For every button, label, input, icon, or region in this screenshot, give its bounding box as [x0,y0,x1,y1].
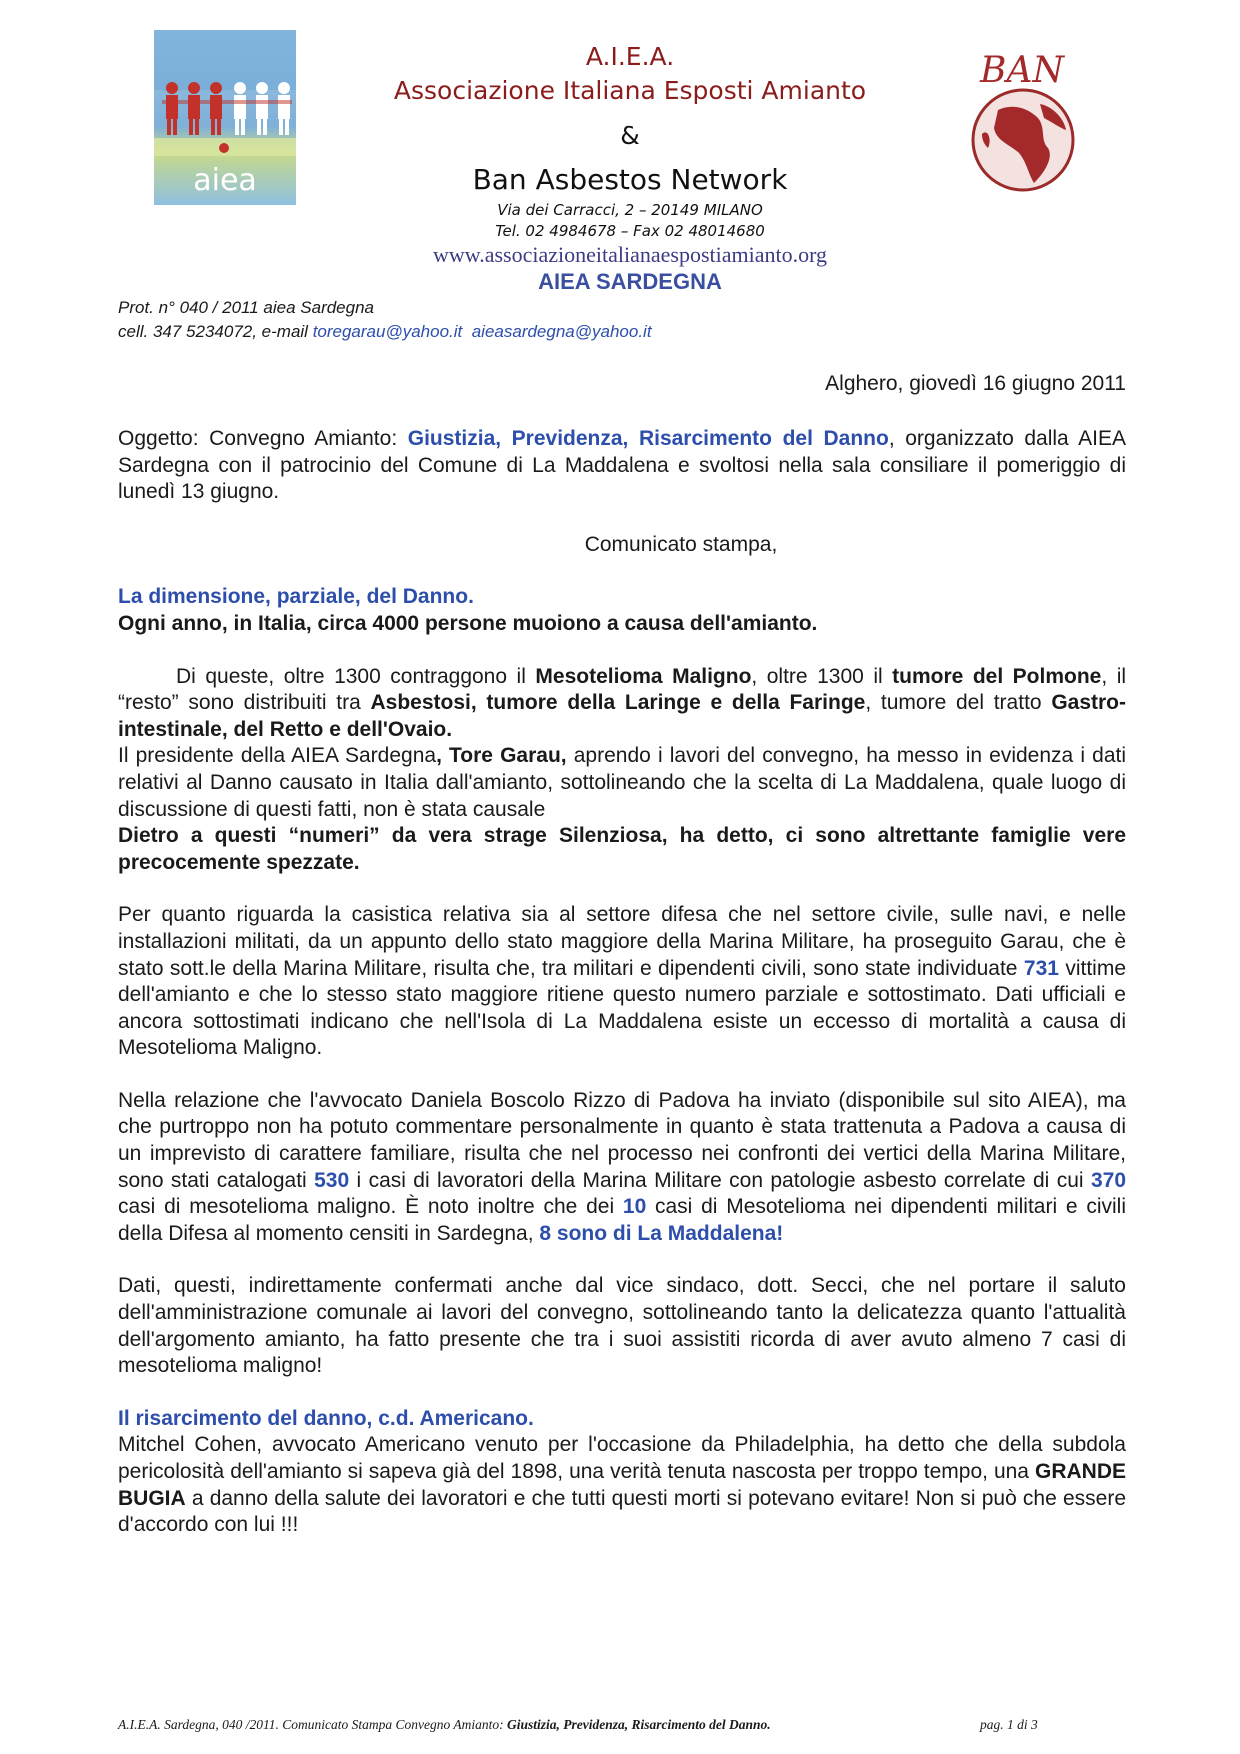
subject-paragraph [118,426,1126,506]
subject-title: Giustizia, Previdenza, Risarcimento del Danno [407,427,889,450]
ban-logo-text: BAN [980,50,1064,91]
text-run: Mitchel Cohen, avvocato Americano venuto per l'occasione da Philadelphia, ha detto che della subdola pericolosità dell'amianto si sapeva già del 1898, una verità tenuta nascosta per troppo tempo, una [118,1433,1126,1483]
ampersand: & [620,121,640,150]
text-run: aprendo i lavori del convegno, ha messo in evidenza i dati relativi al Danno causato in Italia dall'amianto, sottolineando che la scelta di La Maddalena, quale luogo di discussione di questi fatti, non è stata causale [118,744,1126,821]
acronym: A.I.E.A. [585,42,675,71]
text-run: , il “resto” sono distribuiti tra [118,664,1127,715]
text-run: , oltre 1300 il [751,664,893,688]
ban-globe-logo [968,48,1078,198]
text-run: a danno della salute dei lavoratori e che tutti questi morti si potevano evitare! Non si può che essere d'accordo con lui !!! [118,1486,1126,1537]
document-body [118,426,1126,1539]
subject-prefix: Oggetto: Convegno Amianto: [118,427,408,450]
footer-left: A.I.E.A. Sardegna, 040 /2011. Comunicato Stampa Convegno Amianto: [118,1717,507,1732]
protocol-number: Prot. n° 040 / 2011 aiea Sardegna [118,298,375,317]
text-run-bold: Gastro-intestinale, del Retto e dell'Ovaio. [118,691,1126,741]
section-heading-1: La dimensione, parziale, del Danno. [118,585,474,609]
website-link[interactable]: www.associazioneitalianaespostiamianto.org [432,242,828,267]
footer-title: Giustizia, Previdenza, Risarcimento del Danno. [506,1717,771,1732]
paragraph-diseases [118,664,1126,744]
text-run: vittime dell'amianto e che lo stesso stato maggiore ritiene questo numero parziale e sottostimato. Dati ufficiali e ancora sottostimati indicano che nell'Isola di La Maddalena esiste un eccesso di mortalità a causa di Mesotelioma Maligno. [118,956,1126,1060]
press-release-label: Comunicato stampa, [584,532,778,556]
text-run: i casi di lavoratori della Marina Militare con patologie asbesto correlate di cui [349,1168,1091,1192]
phone-fax: Tel. 02 4984678 – Fax 02 48014680 [495,222,765,240]
paragraph-secci: Dati, questi, indirettamente confermati anche dal vice sindaco, dott. Secci, che nel portare il saluto dell'amministrazione comunale ai lavori del convegno, sottolineando tanto la delicatezza quanto l'attualità dell'argomento amianto, ha fatto presente che tra i suoi assistiti ricorda di aver avuto almeno 7 casi di mesotelioma maligno! [118,1274,1126,1378]
email-link-2[interactable]: aieasardegna@yahoo.it [471,322,652,341]
paragraph-cohen [118,1432,1126,1538]
highlight-number: 370 [1090,1168,1127,1192]
text-run: Nella relazione che l'avvocato Daniela Boscolo Rizzo di Padova ha inviato (disponibile sul sito AIEA), ma che purtroppo non ha potuto commentare personalmente in quanto è stata trattenuta a Padova a causa di un imprevisto di carattere familiare, risulta che nel processo nei confronti dei vertici della Marina Militare, sono stati catalogati [118,1088,1126,1192]
text-run-bold: GRANDE BUGIA [118,1460,1126,1510]
page-number: pag. 1 di 3 [980,1717,1038,1732]
text-run-bold: Mesotelioma Maligno [535,664,752,688]
aiea-logo-text: aiea [193,163,257,198]
lead-sentence: Ogni anno, in Italia, circa 4000 persone muoiono a causa dell'amianto. [118,611,818,635]
contact-line [118,320,652,344]
email-link-1[interactable]: toregarau@yahoo.it [312,322,463,341]
address: Via dei Carracci, 2 – 20149 MILANO [497,201,763,219]
paragraph-boscolo [118,1088,1126,1248]
aiea-logo [154,30,296,205]
letterhead [360,40,900,296]
text-run: Di queste, oltre 1300 contraggono il [176,664,536,688]
section-heading-2: Il risarcimento del danno, c.d. Americano. [118,1406,534,1430]
text-run: Il presidente della AIEA Sardegna [118,744,437,768]
contact-prefix: cell. 347 5234072, e-mail [118,322,313,341]
subject-rest: , organizzato dalla AIEA Sardegna con il patrocinio del Comune di La Maddalena e svoltosi nella sala consiliare il pomeriggio di lunedì 13 giugno. [118,427,1126,504]
paragraph-president [118,743,1126,823]
paragraph-numbers: Dietro a questi “numeri” da vera strage Silenziosa, ha detto, ci sono altrettante famiglie vere precocemente spezzate. [118,824,1126,874]
text-run: casi di Mesotelioma nei dipendenti militari e civili della Difesa al momento censiti in Sardegna, [118,1195,1126,1245]
highlight-text: 8 sono di La Maddalena! [539,1221,784,1245]
association-name: Associazione Italiana Esposti Amianto [393,76,867,105]
text-run-bold: , Tore Garau, [436,744,567,768]
section-title: AIEA SARDEGNA [538,269,722,294]
highlight-number: 731 [1023,956,1059,980]
text-run: casi di mesotelioma maligno. È noto inoltre che dei [118,1195,623,1219]
text-run: Per quanto riguarda la casistica relativa sia al settore difesa che nel settore civile, sulle navi, e nelle installazioni militati, da un appunto dello stato maggiore della Marina Militare, ha proseguito Garau, che è stato sott.le della Marina Militare, risulta che, tra militari e dipendenti civili, sono state individuate [118,903,1126,980]
paragraph-defence [118,902,1126,1062]
highlight-number: 10 [622,1195,647,1219]
network-name: Ban Asbestos Network [472,163,788,196]
page-footer [118,1717,1126,1733]
text-run-bold: Asbestosi, tumore della Laringe e della Faringe [370,691,866,715]
date-line: Alghero, giovedì 16 giugno 2011 [825,372,1126,395]
text-run: , tumore del tratto [865,691,1052,715]
highlight-number: 530 [314,1168,350,1192]
text-run-bold: tumore del Polmone [892,664,1102,688]
protocol-block [118,296,652,344]
